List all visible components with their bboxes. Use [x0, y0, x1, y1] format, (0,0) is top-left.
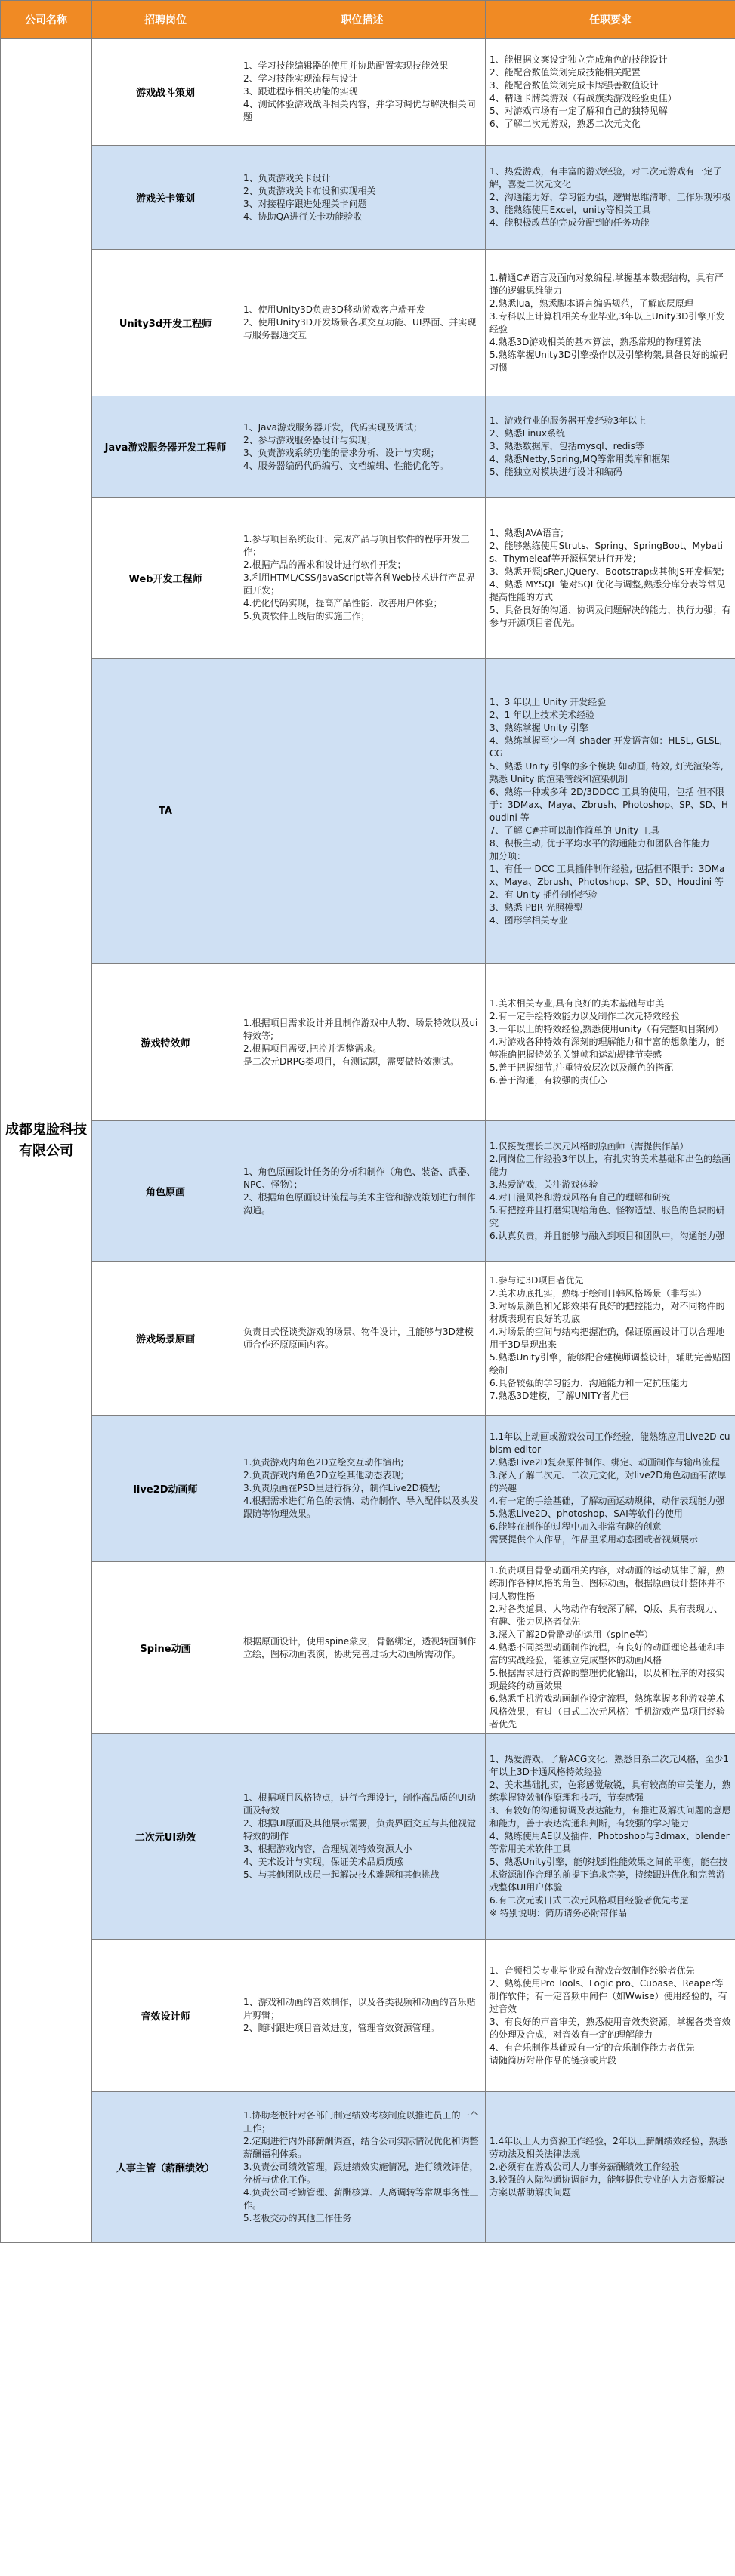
job-title: 游戏关卡策划	[92, 146, 239, 250]
job-row	[1, 1262, 735, 1416]
description-line: 1、Java游戏服务器开发，代码实现及调试；	[243, 421, 422, 433]
job-description	[239, 1940, 486, 2092]
job-row	[1, 2092, 735, 2243]
description-line: 2、根据UI原画及其他展示需要，负责界面交互与其他视觉特效的制作	[243, 1818, 476, 1841]
requirement-line: 2、沟通能力好，学习能力强，逻辑思维清晰，工作乐观积极	[489, 192, 731, 202]
job-row	[1, 1734, 735, 1940]
description-line: 2、根据角色原画设计流程与美术主管和游戏策划进行制作沟通。	[243, 1191, 476, 1216]
requirement-line: 3、有较好的沟通协调及表达能力，有推进及解决问题的意愿和能力，善于表达沟通和判断，有较强的学习能力	[489, 1805, 731, 1829]
requirement-line: 4.对日漫风格和游戏风格有自己的理解和研究	[489, 1191, 671, 1203]
job-row	[1, 396, 735, 498]
job-requirement	[486, 659, 735, 964]
requirement-line: 1、热爱游戏，了解ACG文化，熟悉日系二次元风格，至少1年以上3D卡通风格特效经验	[489, 1754, 729, 1777]
requirement-line: 2、1 年以上技术美术经验	[489, 709, 595, 720]
description-line: 3、负责游戏系统功能的需求分析、设计与实现；	[243, 447, 440, 458]
job-requirement	[486, 39, 735, 146]
requirement-line: 5.熟练掌握Unity3D引擎操作以及引擎构架,具备良好的编码习惯	[489, 349, 728, 373]
requirement-line: 4、精通卡牌类游戏（有战旗类游戏经验更佳）	[489, 92, 677, 103]
description-line: 根据原画设计，使用spine蒙皮，骨骼绑定，透视转面制作立绘，图标动画表演，协助完善过场大动画所需动作。	[243, 1635, 477, 1659]
requirement-line: 2、能够熟练使用Struts、Spring、SpringBoot、Mybatis、Thymeleaf等开源框架进行开发;	[489, 540, 723, 564]
requirement-line: 2、熟悉Linux系统	[489, 428, 565, 439]
requirement-line: 5.熟悉Live2D、photoshop、SAI等软件的使用	[489, 1508, 683, 1519]
description-line: 3.负责公司绩效管理，跟进绩效实施情况，进行绩效评估，分析与优化工作。	[243, 2162, 479, 2185]
requirement-line: 5.善于把握细节,注重特效层次以及颜色的搭配	[489, 1062, 674, 1073]
requirement-line: 5、对游戏市场有一定了解和自己的独特见解	[489, 105, 668, 116]
job-requirement	[486, 1262, 735, 1416]
requirement-line: 需要提供个人作品，作品里采用动态图或者视频展示	[489, 1534, 699, 1545]
job-title: 角色原画	[92, 1121, 239, 1262]
job-title: Java游戏服务器开发工程师	[92, 396, 239, 498]
description-line: 5.负责软件上线后的实施工作；	[243, 611, 370, 621]
description-line: 2、参与游戏服务器设计与实现；	[243, 434, 376, 445]
description-line: 5.老板交办的其他工作任务	[243, 2213, 352, 2223]
header-row	[1, 1, 735, 39]
requirement-line: 5、能独立对模块进行设计和编码	[489, 467, 622, 477]
description-line: 3、对接程序跟进处理关卡问题	[243, 198, 367, 209]
job-requirement	[486, 1562, 735, 1734]
job-description	[239, 1262, 486, 1416]
requirement-line: 4、熟悉 MYSQL 能对SQL优化与调整,熟悉分库分表等常见提高性能的方式	[489, 578, 726, 602]
description-line: 4、服务器编码代码编写、文档编辑、性能优化等。	[243, 460, 449, 471]
requirement-line: 1.4年以上人力资源工作经验，2年以上薪酬绩效经验，熟悉劳动法及相关法律法规	[489, 2136, 727, 2159]
job-title: 游戏场景原画	[92, 1262, 239, 1416]
requirement-line: 1.参与过3D项目者优先	[489, 1274, 584, 1286]
requirement-line: 3、有良好的声音审美，熟悉使用音效类资源，掌握各类音效的处理及合成，对音效有一定的理解能力	[489, 2016, 731, 2040]
requirement-line: 1.精通C#语言及面向对象编程,掌握基本数据结构，具有严谨的逻辑思维能力	[489, 272, 724, 296]
job-row	[1, 659, 735, 964]
description-line: 2.根据产品的需求和设计进行软件开发；	[243, 559, 406, 570]
requirement-line: 2、能配合数值策划完成技能相关配置	[489, 66, 641, 78]
description-line: 1.协助老板针对各部门制定绩效考核制度以推进员工的一个工作；	[243, 2110, 479, 2134]
requirement-line: 2.必须有在游戏公司人力事务薪酬绩效工作经验	[489, 2162, 680, 2172]
requirement-line: 1.美术相关专业,具有良好的美术基础与审美	[489, 998, 665, 1009]
job-description	[239, 1562, 486, 1734]
description-line: 1、负责游戏关卡设计	[243, 172, 331, 183]
requirement-line: 5.熟悉Unity引擎，能够配合建模师调整设计，辅助完善贴图绘制	[489, 1351, 730, 1376]
job-row	[1, 964, 735, 1121]
requirement-line: 3、能配合数值策划完成卡牌强善数值设计	[489, 79, 659, 91]
requirement-line: 3.对场景颜色和光影效果有良好的把控能力，对不同物件的材质表现有良好的功底	[489, 1300, 725, 1324]
job-requirement	[486, 1940, 735, 2092]
job-title: 游戏战斗策划	[92, 39, 239, 146]
description-line: 4、协助QA进行关卡功能验收	[243, 211, 363, 222]
requirement-line: 4.有一定的手绘基础，了解动画运动规律，动作表现能力强	[489, 1496, 725, 1506]
job-description	[239, 39, 486, 146]
description-line: 4.优化代码实现，提高产品性能、改善用户体验；	[243, 598, 443, 609]
requirement-line: 6.能够在制作的过程中加入非常有趣的创意	[489, 1521, 662, 1532]
description-line: 4.根据需求进行角色的表情、动作制作、导入配件以及头发跟随等物理效果。	[243, 1496, 479, 1519]
requirement-line: 3、熟悉 PBR 光照模型	[489, 901, 583, 913]
job-title: live2D动画师	[92, 1416, 239, 1562]
requirement-line: 5.有把控并且打磨实现给角色、怪物造型、服色的色块的研究	[489, 1204, 725, 1228]
description-line: 1.根据项目需求设计并且制作游戏中人物、场景特效以及ui特效等;	[243, 1017, 478, 1041]
job-title: Spine动画	[92, 1562, 239, 1734]
requirement-line: 2.对各类道具、人物动作有较深了解，Q版、具有表现力、有趣、张力风格者优先	[489, 1604, 723, 1627]
description-line: 1、学习技能编辑器的使用并协助配置实现技能效果	[243, 60, 449, 71]
job-description	[239, 1734, 486, 1940]
job-requirement	[486, 964, 735, 1121]
description-line: 2、随时跟进项目音效进度，管理音效资源管理。	[243, 2023, 440, 2033]
requirement-line: 1、能根据文案设定独立完成角色的技能设计	[489, 54, 668, 65]
requirement-line: 6、了解二次元游戏，熟悉二次元文化	[489, 118, 641, 129]
requirement-line: 1.仅接受擅长二次元风格的原画师（需提供作品）	[489, 1140, 689, 1151]
job-title: TA	[92, 659, 239, 964]
description-line: 4.负责公司考勤管理、薪酬核算、人离调转等常规事务性工作。	[243, 2187, 479, 2211]
requirement-line: 4.熟悉3D游戏相关的基本算法，熟悉常规的物理算法	[489, 336, 702, 347]
requirement-line: 1、热爱游戏，有丰富的游戏经验，对二次元游戏有一定了解，喜爱二次元文化	[489, 166, 722, 190]
description-line: 2.负责游戏内角色2D立绘其他动态表现;	[243, 1470, 404, 1481]
requirement-line: 1、有任一 DCC 工具插件制作经验, 包括但不限于：3DMax、Maya、Zbrush、Photoshop、SP、SD、Houdini 等	[489, 863, 725, 887]
job-row	[1, 498, 735, 659]
job-row	[1, 1416, 735, 1562]
requirement-line: 3、能熟练使用Excel，unity等相关工具	[489, 205, 651, 215]
requirement-line: 8、积极主动, 优于平均水平的沟通能力和团队合作能力	[489, 837, 710, 849]
header-requirement: 任职要求	[486, 1, 735, 39]
requirement-line: 2.熟悉lua，熟悉脚本语言编码规范，了解底层原理	[489, 297, 693, 309]
requirement-line: 2.有一定手绘特效能力以及制作二次元特效经验	[489, 1011, 680, 1021]
requirement-line: 3.专科以上计算机相关专业毕业,3年以上Unity3D引擎开发经验	[489, 310, 725, 334]
requirement-line: 3、熟悉数据库，包括mysql、redis等	[489, 441, 644, 451]
description-line: 1、角色原画设计任务的分析和制作（角色、装备、武器、NPC、怪物）；	[243, 1166, 476, 1190]
requirement-line: 7、了解 C#并可以制作简单的 Unity 工具	[489, 824, 660, 836]
job-requirement	[486, 250, 735, 396]
job-table-body	[1, 39, 735, 2243]
requirement-line: 6.善于沟通，有较强的责任心	[489, 1075, 607, 1086]
job-row	[1, 146, 735, 250]
job-requirement	[486, 1734, 735, 1940]
job-row	[1, 1940, 735, 2092]
requirement-line: 4.对游戏各种特效有深刻的理解能力和丰富的想象能力，能够准确把握特效的关键帧和运动规律节奏感	[489, 1037, 725, 1060]
job-description	[239, 250, 486, 396]
description-line: 2、使用Unity3D开发场景各项交互功能、UI界面、并实现与服务器通交互	[243, 317, 477, 340]
requirement-line: 1、游戏行业的服务器开发经验3年以上	[489, 415, 647, 426]
requirement-line: 2、美术基础扎实，色彩感觉敏锐，具有较高的审美能力，熟练掌握特效制作原理和技巧，节奏感强	[489, 1779, 731, 1803]
job-title: 人事主管（薪酬绩效）	[92, 2092, 239, 2243]
requirement-line: 4.熟悉不同类型动画制作流程，有良好的动画理论基础和丰富的实战经验，能独立完成整体的动画风格	[489, 1642, 725, 1665]
requirement-line: 2、熟练使用Pro Tools、Logic pro、Cubase、Reaper等制作软件；有一定音频中间件（如Wwise）使用经验的，有过音效	[489, 1977, 727, 2014]
job-row	[1, 250, 735, 396]
description-line: 1.负责游戏内角色2D立绘交互动作演出;	[243, 1457, 404, 1468]
description-line: 1.参与项目系统设计，完成产品与项目软件的程序开发工作；	[243, 534, 470, 557]
description-line: 2.定期进行内外部薪酬调查，结合公司实际情况优化和调整薪酬福利体系。	[243, 2136, 479, 2159]
requirement-line: 6、熟练一种或多种 2D/3DDCC 工具的使用，包括 但不限于：3DMax、Maya、Zbrush、Photoshop、SP、SD、Houdini 等	[489, 786, 728, 823]
requirement-line: 5.根据需求进行资源的整理优化输出，以及和程序的对接实现最终的动画效果	[489, 1668, 725, 1691]
requirement-line: 5、具备良好的沟通、协调及问题解决的能力，执行力强；有参与开源项目者优先。	[489, 604, 731, 628]
requirement-line: 6.有二次元或日式二次元风格项目经验者优先考虑	[489, 1895, 689, 1906]
requirement-line: 2、有 Unity 插件制作经验	[489, 889, 598, 900]
description-line: 3.负责原画在PSD里进行拆分，制作Live2D模型;	[243, 1483, 440, 1493]
job-description	[239, 1416, 486, 1562]
description-line: 1、游戏和动画的音效制作，以及各类视频和动画的音乐贴片剪辑；	[243, 1997, 476, 2020]
job-row	[1, 39, 735, 146]
job-description	[239, 498, 486, 659]
requirement-line: 1.1年以上动画或游戏公司工作经验，能熟练应用Live2D cubism editor	[489, 1431, 730, 1455]
description-line: 2.根据项目需要,把控并调整需求。	[243, 1043, 382, 1054]
requirement-line: 加分项：	[489, 850, 527, 861]
job-requirement	[486, 396, 735, 498]
requirement-line: 4、图形学相关专业	[489, 914, 568, 926]
requirement-line: 6.认真负责，并且能够与融入到项目和团队中，沟通能力强	[489, 1230, 725, 1241]
requirement-line: 3.深入了解二次元、二次元文化，对live2D角色动画有浓厚的兴趣	[489, 1470, 727, 1493]
job-description	[239, 146, 486, 250]
job-requirement	[486, 146, 735, 250]
description-line: 3、跟进程序相关功能的实现	[243, 86, 358, 97]
header-position: 招聘岗位	[92, 1, 239, 39]
job-requirement	[486, 1416, 735, 1562]
description-line: 1、根据项目风格特点，进行合理设计，制作高品质的UI动画及特效	[243, 1792, 476, 1816]
requirement-line: 请随简历附带作品的链接或片段	[489, 2054, 617, 2066]
job-row	[1, 1562, 735, 1734]
requirement-line: 5、熟悉 Unity 引擎的多个模块 如动画, 特效, 灯光渲染等, 熟悉 Unity 的渲染管线和渲染机制	[489, 760, 727, 784]
description-line: 3、根据游戏内容，合理规划特效资源大小	[243, 1844, 412, 1854]
requirement-line: 4、能积极改革的完成分配到的任务功能	[489, 217, 650, 228]
requirement-line: 3.热爱游戏，关注游戏体验	[489, 1179, 598, 1190]
job-title: 音效设计师	[92, 1940, 239, 2092]
header-company: 公司名称	[1, 1, 92, 39]
requirement-line: 4、有音乐制作基础或有一定的音乐制作能力者优先	[489, 2041, 695, 2053]
job-title: Web开发工程师	[92, 498, 239, 659]
job-title: Unity3d开发工程师	[92, 250, 239, 396]
description-line: 4、美术设计与实现，保证美术品质质感	[243, 1857, 403, 1867]
requirement-line: 3、熟练掌握 Unity 引擎	[489, 722, 588, 733]
company-name: 成都鬼脸科技有限公司	[1, 39, 92, 2243]
description-line: 1、使用Unity3D负责3D移动游戏客户端开发	[243, 304, 425, 315]
requirement-line: 2.熟悉Live2D复杂原件制作、绑定、动画制作与输出流程	[489, 1457, 720, 1468]
requirement-line: 6.具备较强的学习能力、沟通能力和一定抗压能力	[489, 1377, 689, 1388]
requirement-line: 2.美术功底扎实，熟练于绘制日韩风格场景（非写实）	[489, 1287, 707, 1299]
requirement-line: 3.一年以上的特效经验,熟悉使用unity（有完整项目案例）	[489, 1024, 724, 1034]
description-line: 是二次元DRPG类项目，有测试题，需要做特效测试。	[243, 1055, 460, 1067]
requirement-line: 1.负责项目骨骼动画相关内容，对动画的运动规律了解，熟练制作各种风格的角色、图标动画，根据原画设计整体并不同人物性格	[489, 1565, 726, 1601]
requirement-line: 1、音频相关专业毕业或有游戏音效制作经验者优先	[489, 1964, 695, 1976]
requirement-line: 1、3 年以上 Unity 开发经验	[489, 696, 607, 707]
description-line: 负责日式怪谈类游戏的场景、物件设计，且能够与3D建模师合作还原原画内容。	[243, 1326, 474, 1350]
description-line: 3.利用HTML/CSS/JavaScript等各种Web技术进行产品界面开发；	[243, 572, 475, 596]
job-description	[239, 1121, 486, 1262]
job-title: 二次元UI动效	[92, 1734, 239, 1940]
requirement-line: 6.熟悉手机游戏动画制作设定流程，熟练掌握多种游戏美术风格效果，有过（日式二次元风格）手机游戏产品项目经验者优先	[489, 1693, 726, 1730]
requirement-line: 1、熟悉JAVA语言;	[489, 527, 564, 538]
job-description	[239, 396, 486, 498]
job-description	[239, 2092, 486, 2243]
requirement-line: 5、熟悉Unity引擎，能够找到性能效果之间的平衡，能在技术资源制作合理的前提下追求完美，持续跟进优化和完善游戏整体UI用户体验	[489, 1857, 728, 1893]
job-row	[1, 1121, 735, 1262]
requirement-line: 3、熟悉开源jsRer,JQuery、Bootstrap或其他JS开发框架;	[489, 565, 724, 577]
requirement-line: 2.同岗位工作经验3年以上，有扎实的美术基础和出色的绘画能力	[489, 1153, 731, 1177]
requirement-line: 4、熟练掌握至少一种 shader 开发语言如：HLSL, GLSL, CG	[489, 735, 725, 759]
job-requirement	[486, 2092, 735, 2243]
job-description	[239, 659, 486, 964]
requirement-line: 3.深入了解2D骨骼动的运用（spine等）	[489, 1629, 653, 1640]
description-line: 2、学习技能实现流程与设计	[243, 73, 358, 84]
description-line: 5、与其他团队成员一起解决技术难题和其他挑战	[243, 1869, 440, 1880]
requirement-line: 4.对场景的空间与结构把握准确，保证原画设计可以合理地用于3D呈现出来	[489, 1326, 725, 1350]
requirement-line: 4、熟悉Netty,Spring,MQ等常用类库和框架	[489, 454, 670, 464]
job-description	[239, 964, 486, 1121]
requirement-line: ※ 特别说明：简历请务必附带作品	[489, 1908, 627, 1918]
requirement-line: 3.较强的人际沟通协调能力，能够提供专业的人力资源解决方案以帮助解决问题	[489, 2174, 725, 2198]
description-line: 4、测试体验游戏战斗相关内容，并学习调优与解决相关问题	[243, 99, 476, 122]
header-description: 职位描述	[239, 1, 486, 39]
requirement-line: 7.熟悉3D建模，了解UNITY者尤佳	[489, 1390, 629, 1401]
requirement-line: 4、熟练使用AE以及插件、Photoshop与3dmax、blender等常用美术软件工具	[489, 1831, 730, 1854]
job-title: 游戏特效师	[92, 964, 239, 1121]
description-line: 2、负责游戏关卡布设和实现相关	[243, 185, 376, 196]
job-requirement	[486, 498, 735, 659]
job-requirement	[486, 1121, 735, 1262]
